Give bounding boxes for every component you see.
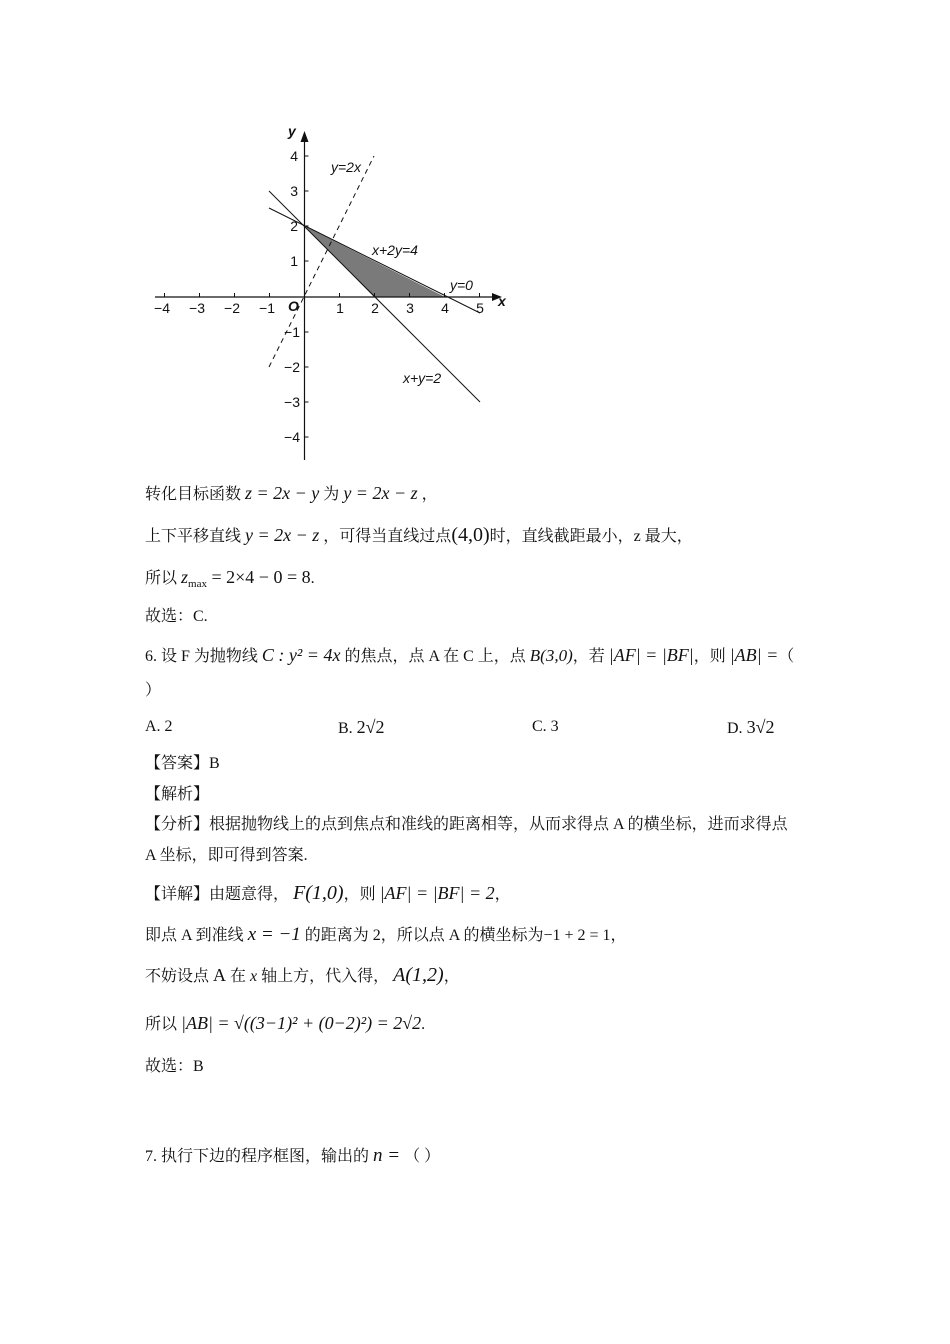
y-tick: 4	[290, 148, 298, 164]
x-tick: −1	[259, 300, 275, 316]
formula: |AF| = |BF|	[608, 645, 694, 665]
formula: |AF| = |BF| = 2	[379, 883, 495, 903]
x-tick: 4	[441, 300, 449, 316]
formula: −1 + 2 = 1	[543, 927, 611, 944]
text: 转化目标函数	[145, 486, 242, 503]
option-label: B.	[338, 720, 353, 737]
q6-stem-close: ）	[145, 682, 162, 699]
x-tick: 3	[406, 300, 414, 316]
x-tick: 2	[371, 300, 379, 316]
text: ，则	[693, 648, 726, 665]
q6-fenxi-line2: A 坐标，即可得到答案.	[145, 847, 308, 864]
q6-detail-line2	[145, 924, 627, 947]
subscript: max	[188, 578, 207, 591]
y-axis-arrow	[301, 131, 309, 142]
y-tick: −4	[284, 429, 300, 445]
text: ，	[421, 486, 438, 503]
y-tick: 3	[290, 183, 298, 199]
q6-detail-line1	[145, 882, 511, 906]
y-tick: −2	[284, 359, 300, 375]
formula: A(1,2)	[393, 964, 444, 986]
formula: y = 2x − z	[343, 483, 418, 503]
label-x-y-2: x+y=2	[403, 370, 442, 386]
text: 为	[323, 486, 340, 503]
text: （ ）	[404, 1148, 441, 1165]
solution5-line1	[145, 482, 438, 506]
formula: C : y² = 4x	[261, 645, 341, 665]
q6-option-d	[727, 716, 774, 740]
text: 上下平移直线	[145, 528, 242, 545]
q6-analysis-heading: 【解析】	[145, 786, 210, 803]
x-tick: 1	[336, 300, 344, 316]
formula: y = 2x − z	[245, 525, 320, 545]
text: ，	[494, 886, 511, 903]
y-tick: 1	[290, 253, 298, 269]
text: 6. 设 F 为抛物线	[145, 648, 258, 665]
text: 7. 执行下边的程序框图，输出的	[145, 1148, 370, 1165]
solution5-line3	[145, 566, 315, 595]
q6-stem	[145, 644, 794, 668]
text: ，则	[343, 886, 376, 903]
formula: |AB| = √((3−1)² + (0−2)²) = 2√2	[181, 1013, 422, 1033]
text: .	[310, 570, 315, 587]
q6-answer: 【答案】B	[145, 755, 220, 772]
y-tick: −1	[284, 324, 300, 340]
x-tick: −2	[224, 300, 240, 316]
x-tick: 5	[476, 300, 484, 316]
q7-stem	[145, 1145, 440, 1168]
formula: x	[250, 968, 258, 985]
linear-programming-figure	[150, 120, 520, 465]
option-label: D.	[727, 720, 743, 737]
origin-label: O	[288, 298, 299, 314]
text: （	[778, 648, 795, 665]
text: ，可得当直线过点	[323, 528, 452, 545]
formula: 3√2	[746, 717, 775, 737]
text: 即点 A 到准线	[145, 927, 244, 944]
text: 的焦点，点 A 在 C 上，点	[344, 648, 526, 665]
q6-option-c: C. 3	[532, 718, 559, 735]
q6-option-b	[338, 716, 385, 740]
formula: n =	[373, 1145, 401, 1166]
label-x-2y-4: x+2y=4	[372, 242, 418, 258]
text: 【详解】由题意得，	[145, 886, 290, 903]
y-tick: 2	[290, 218, 298, 234]
q6-detail-line3	[145, 964, 460, 988]
q6-choice: 故选：B	[145, 1058, 204, 1075]
x-tick-labels	[154, 300, 484, 316]
label-y-2x: y=2x	[331, 159, 361, 175]
formula: |AB| =	[729, 645, 779, 665]
text: .	[421, 1016, 426, 1033]
q6-option-a: A. 2	[145, 718, 173, 735]
y-axis-label: y	[288, 123, 296, 139]
text: 时，直线截距最小，z 最大，	[489, 528, 693, 545]
formula: A	[213, 965, 227, 985]
q6-fenxi-line1: 【分析】根据抛物线上的点到焦点和准线的距离相等，从而求得点 A 的横坐标，进而求得点	[145, 816, 788, 833]
formula: B(3,0)	[529, 646, 573, 665]
text: 轴上方，代入得，	[261, 968, 390, 985]
solution5-choice: 故选：C.	[145, 608, 208, 625]
formula: x = −1	[247, 924, 301, 945]
text: ，若	[572, 648, 605, 665]
text: ，	[443, 968, 460, 985]
formula: z	[181, 567, 189, 587]
solution5-line2	[145, 524, 693, 548]
formula: = 2×4 − 0 = 8	[206, 567, 311, 587]
x-tick: −4	[154, 300, 170, 316]
label-y-0: y=0	[450, 277, 473, 293]
formula: (4,0)	[451, 524, 490, 546]
text: 所以	[145, 570, 178, 587]
x-axis-label: x	[498, 293, 506, 309]
text: 在	[230, 968, 247, 985]
formula: 2√2	[356, 717, 385, 737]
y-tick: −3	[284, 394, 300, 410]
text: 所以	[145, 1016, 178, 1033]
text: 不妨设点	[145, 968, 210, 985]
formula: F(1,0)	[293, 882, 344, 904]
x-tick: −3	[189, 300, 205, 316]
text: 的距离为 2，所以点 A 的横坐标为	[304, 927, 544, 944]
q6-detail-line4	[145, 1012, 425, 1036]
formula: z = 2x − y	[245, 483, 320, 503]
text: ，	[610, 927, 627, 944]
